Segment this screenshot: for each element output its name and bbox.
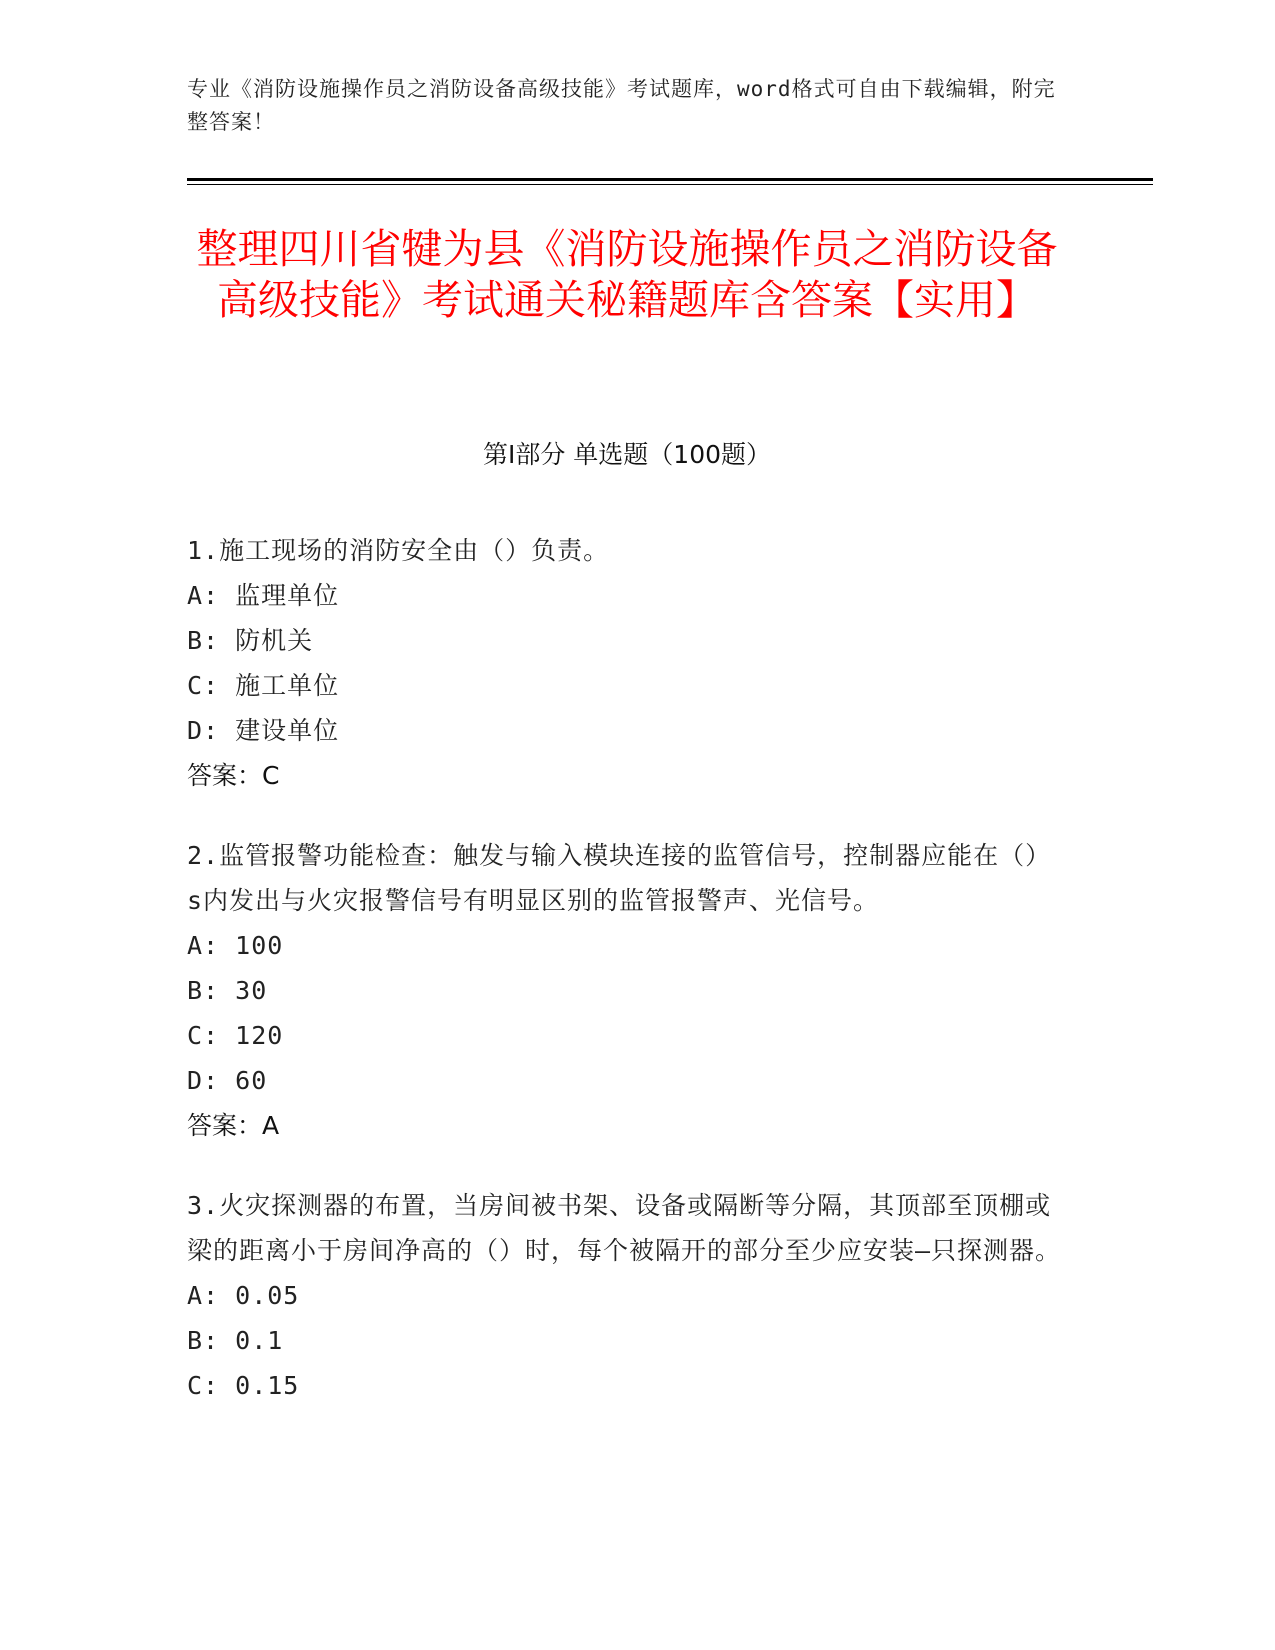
option-a: A: 监理单位 (187, 581, 340, 610)
option-b: B: 0.1 (187, 1326, 284, 1355)
answer-line: 答案：C (187, 761, 280, 790)
option-a: A: 100 (187, 931, 284, 960)
option-d: D: 60 (187, 1066, 268, 1095)
header-rule-thin (187, 184, 1153, 185)
option-b: B: 防机关 (187, 626, 314, 655)
question-2 (187, 833, 1067, 1148)
header-note: 专业《消防设施操作员之消防设备高级技能》考试题库，word格式可自由下载编辑，附完整答案！ (187, 77, 1056, 134)
answer-line: 答案：A (187, 1111, 280, 1140)
question-text: 1.施工现场的消防安全由（）负责。 (187, 536, 610, 565)
document-title: 整理四川省犍为县《消防设施操作员之消防设备高级技能》考试通关秘籍题库含答案【实用】 (196, 225, 1058, 324)
option-c: C: 120 (187, 1021, 284, 1050)
option-c: C: 0.15 (187, 1371, 300, 1400)
option-d: D: 建设单位 (187, 716, 340, 745)
question-1 (187, 528, 1067, 798)
section-title: 第Ⅰ部分 单选题（100题） (482, 440, 772, 469)
question-3 (187, 1183, 1067, 1408)
question-text: 3.火灾探测器的布置，当房间被书架、设备或隔断等分隔，其顶部至顶棚或梁的距离小于房间净高的（）时，每个被隔开的部分至少应安装—只探测器。 (187, 1191, 1062, 1265)
question-list (187, 528, 1067, 1443)
option-b: B: 30 (187, 976, 268, 1005)
question-text: 2.监管报警功能检查：触发与输入模块连接的监管信号，控制器应能在（）s内发出与火灾报警信号有明显区别的监管报警声、光信号。 (187, 841, 1052, 915)
option-c: C: 施工单位 (187, 671, 340, 700)
option-a: A: 0.05 (187, 1281, 300, 1310)
header-rule-thick (187, 178, 1153, 181)
